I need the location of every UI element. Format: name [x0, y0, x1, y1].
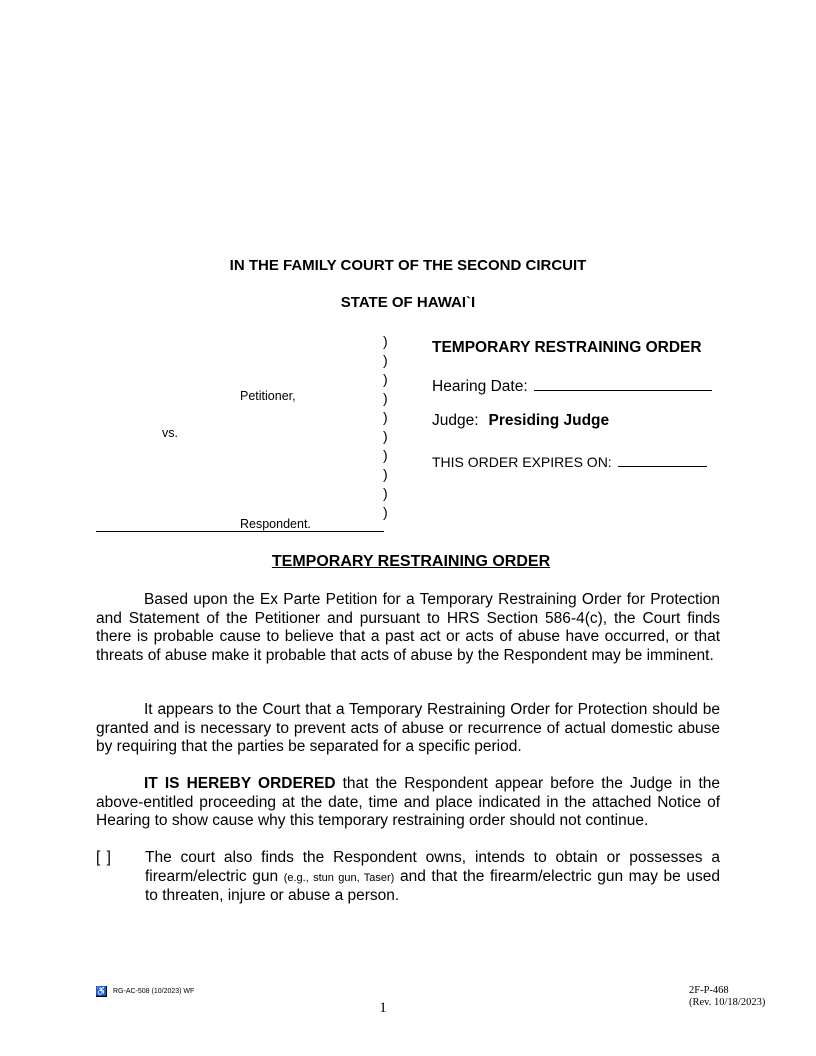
judge-label: Judge: [432, 412, 479, 429]
caption-paren: ) [383, 333, 388, 349]
court-title: IN THE FAMILY COURT OF THE SECOND CIRCUIT [229, 257, 587, 274]
vs-label: vs. [162, 426, 178, 440]
petitioner-label: Petitioner, [240, 389, 296, 403]
firearm-finding-text [145, 849, 720, 906]
caption-underline [96, 531, 384, 532]
caption-paren: ) [383, 466, 388, 482]
hearing-date-blank [534, 376, 712, 391]
form-number-block [689, 985, 765, 1009]
firearm-example: (e.g., stun gun, Taser) [283, 871, 395, 884]
order-title: TEMPORARY RESTRAINING ORDER [271, 553, 551, 570]
firearm-text-b: and that the firearm/electric gun may be used to threaten, injure or abuse a person. [145, 867, 720, 904]
footer-left [96, 986, 194, 997]
expires-blank [618, 452, 707, 467]
footer-code: RG-AC-508 (10/2023) WF [113, 988, 195, 995]
paragraph-granted: It appears to the Court that a Temporary Restraining Order for Protection should be granted and is necessary to prevent acts of abuse or recurrence of actual domestic abuse by requiring that the parties be separated for a specific period. [96, 701, 720, 755]
form-number: 2F-P-468 [689, 985, 729, 996]
wheelchair-icon: ♿ [95, 986, 108, 996]
ordered-emphasis: IT IS HEREBY ORDERED [144, 775, 336, 792]
firearm-checkbox[interactable]: [ ] [96, 849, 112, 866]
caption-paren: ) [383, 409, 388, 425]
caption-paren: ) [383, 371, 388, 387]
caption-paren: ) [383, 390, 388, 406]
right-block-title: TEMPORARY RESTRAINING ORDER [432, 339, 702, 356]
ordered-text: that the Respondent appear before the Judge in the above-entitled proceeding at the date, time and place indicated in the attached Notice of Hearing to show cause why this temporary restraining order should not continue. [96, 775, 720, 829]
hearing-date-field [432, 376, 712, 396]
paragraph-ordered [96, 775, 720, 831]
judge-name: Presiding Judge [488, 412, 610, 429]
expires-label: THIS ORDER EXPIRES ON: [432, 454, 612, 470]
page-number: 1 [379, 1000, 387, 1016]
form-revision: (Rev. 10/18/2023) [689, 997, 766, 1008]
caption-parenthesis-column [383, 332, 388, 522]
caption-paren: ) [383, 428, 388, 444]
caption-paren: ) [383, 352, 388, 368]
caption-paren: ) [383, 504, 388, 520]
firearm-text-a: The court also finds the Respondent owns, intends to obtain or possesses a firearm/electric gun [145, 849, 720, 885]
expires-field [432, 452, 707, 470]
judge-field [432, 412, 609, 430]
respondent-label: Respondent. [240, 517, 311, 531]
caption-paren: ) [383, 447, 388, 463]
state-title: STATE OF HAWAI`I [340, 294, 476, 311]
caption-paren: ) [383, 485, 388, 501]
hearing-date-label: Hearing Date: [432, 378, 528, 395]
paragraph-probable-cause: Based upon the Ex Parte Petition for a Temporary Restraining Order for Protection and Statement of the Petitioner and pursuant to HRS Section 586-4(c), the Court finds there is probable cause to believe that a past act or acts of abuse have occurred, or that threats of abuse make it probable that acts of abuse by the Respondent may be imminent. [96, 591, 720, 664]
